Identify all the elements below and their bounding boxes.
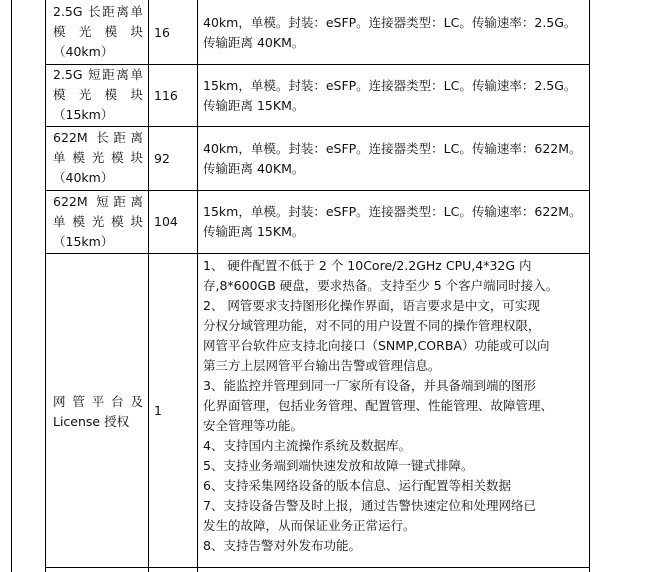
- item-qty: [154, 212, 194, 232]
- desc-line: 6、支持采集网络设备的版本信息、运行配置等相关数据: [203, 478, 511, 493]
- desc-line: 1、 硬件配置不低于 2 个 10Core/2.2GHz CPU,4*32G 内: [203, 258, 532, 273]
- desc-line: 存,8*600GB 硬盘，要求热备。支持至少 5 个客户端同时接入。: [203, 278, 559, 293]
- desc-line: 40km，单模。封装：eSFP。连接器类型：LC。传输速率：2.5G。: [203, 15, 577, 30]
- desc-line: 15km，单模。封装：eSFP。连接器类型：LC。传输速率：622M。: [203, 204, 582, 219]
- item-name-2.5g-15km: [50, 65, 146, 125]
- desc-line: 7、支持设备告警及时上报，通过告警快速定位和处理网络已: [203, 498, 536, 513]
- grid-line: [45, 126, 590, 127]
- desc-line: 2、 网管要求支持图形化操作界面，语言要求是中文，可实现: [203, 298, 540, 313]
- item-qty: [154, 23, 194, 43]
- item-qty: [154, 149, 194, 169]
- grid-line: [45, 0, 46, 572]
- item-qty: [154, 401, 194, 421]
- name-line: 网 管 平 台 及: [53, 394, 143, 409]
- name-line: （15km）: [53, 234, 114, 249]
- name-line: （40km）: [53, 44, 114, 59]
- qty-value: 1: [154, 403, 162, 418]
- qty-value: 92: [154, 151, 170, 166]
- name-line: （40km）: [53, 170, 114, 185]
- grid-line: [11, 0, 12, 572]
- qty-value: 16: [154, 25, 170, 40]
- item-name-nms-license: [50, 392, 146, 432]
- qty-value: 116: [154, 88, 178, 103]
- desc-line: 4、支持国内主流操作系统及数据库。: [203, 438, 411, 453]
- name-line: 模 光 模 块: [53, 24, 143, 39]
- desc-line: 第三方上层网管平台输出告警或管理信息。: [203, 358, 441, 373]
- grid-line: [45, 253, 590, 254]
- grid-line: [45, 190, 590, 191]
- desc-line: 传输距离 40KM。: [203, 161, 305, 176]
- name-line: 单 模 光 模 块: [53, 214, 143, 229]
- item-desc: [203, 139, 583, 179]
- desc-line: 传输距离 15KM。: [203, 98, 305, 113]
- desc-line: 网管平台软件应支持北向接口（SNMP,CORBA）功能或可以向: [203, 338, 550, 353]
- desc-line: 15km，单模。封装：eSFP。连接器类型：LC。传输速率：2.5G。: [203, 78, 577, 93]
- desc-line: 8、支持告警对外发布功能。: [203, 538, 361, 553]
- grid-line: [589, 0, 590, 572]
- desc-line: 传输距离 40KM。: [203, 35, 305, 50]
- item-qty: [154, 86, 194, 106]
- item-name-622m-15km: [50, 192, 146, 252]
- item-desc: [203, 202, 583, 242]
- name-line: 模 光 模 块: [53, 87, 143, 102]
- desc-line: 分权分域管理功能，对不同的用户设置不同的操作管理权限，: [203, 318, 541, 333]
- grid-line: [197, 0, 198, 572]
- desc-line: 3、能监控并管理到同一厂家所有设备，并具备端到端的图形: [203, 378, 536, 393]
- name-line: 单 模 光 模 块: [53, 150, 143, 165]
- item-desc-nms: [203, 256, 583, 556]
- item-name-2.5g-40km: [50, 2, 146, 62]
- name-line: 2.5G 长距离单: [53, 4, 143, 19]
- desc-line: 安全管理等功能。: [203, 418, 304, 433]
- item-desc: [203, 76, 583, 116]
- grid-line: [45, 567, 590, 568]
- desc-line: 化界面管理，包括业务管理、配置管理、性能管理、故障管理、: [203, 398, 554, 413]
- name-line: 622M 长距离: [53, 130, 143, 145]
- name-line: （15km）: [53, 107, 114, 122]
- grid-line: [148, 0, 149, 572]
- name-line: 2.5G 短距离单: [53, 67, 143, 82]
- desc-line: 传输距离 15KM。: [203, 224, 305, 239]
- desc-line: 40km，单模。封装：eSFP。连接器类型：LC。传输速率：622M。: [203, 141, 582, 156]
- name-line: License 授权: [53, 414, 130, 429]
- desc-line: 5、支持业务端到端快速发放和故障一键式排障。: [203, 458, 474, 473]
- desc-line: 发生的故障，从而保证业务正常运行。: [203, 518, 416, 533]
- item-desc: [203, 13, 583, 53]
- name-line: 622M 短距离: [53, 194, 143, 209]
- qty-value: 104: [154, 214, 178, 229]
- item-name-622m-40km: [50, 128, 146, 188]
